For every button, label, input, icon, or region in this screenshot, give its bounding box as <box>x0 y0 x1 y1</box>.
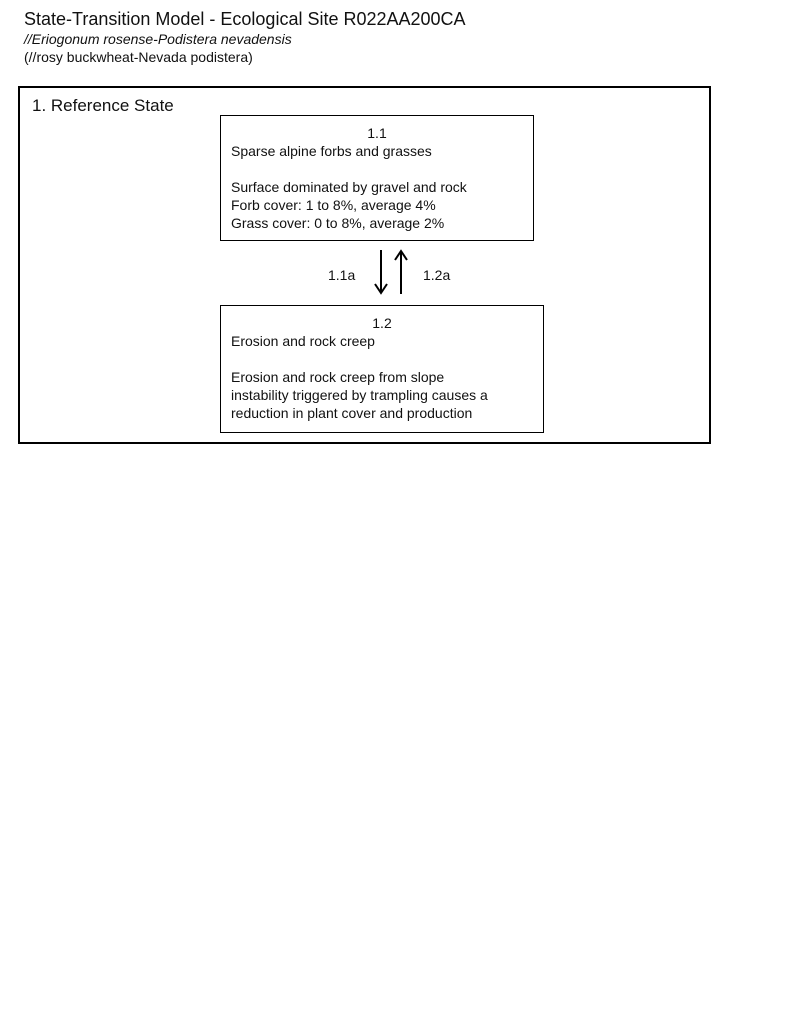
phase-id: 1.2 <box>372 315 392 331</box>
phase-description-line: Surface dominated by gravel and rock <box>231 179 467 195</box>
state-title: 1. Reference State <box>32 96 174 115</box>
phase-description-line: Grass cover: 0 to 8%, average 2% <box>231 215 445 231</box>
diagram-title: State-Transition Model - Ecological Site R022AA200CA <box>24 9 466 29</box>
phase-1-1-box <box>220 115 534 241</box>
phase-description-line: Erosion and rock creep from slope <box>231 369 445 385</box>
phase-name: Erosion and rock creep <box>231 333 375 349</box>
species-scientific-names: //Eriogonum rosense-Podistera nevadensis <box>24 31 292 47</box>
transition-label-1-2a: 1.2a <box>423 267 451 283</box>
species-common-names: (//rosy buckwheat-Nevada podistera) <box>24 49 253 65</box>
phase-description-line: reduction in plant cover and production <box>231 405 473 421</box>
reference-state-box <box>18 86 711 444</box>
arrow-down-icon <box>375 250 387 293</box>
phase-description-line: instability triggered by trampling causes a <box>231 387 488 403</box>
transition-arrows <box>370 246 410 298</box>
phase-name: Sparse alpine forbs and grasses <box>231 143 432 159</box>
phase-id: 1.1 <box>367 125 387 141</box>
diagram-header <box>24 8 466 66</box>
arrow-up-icon <box>395 251 407 294</box>
phase-1-2-box <box>220 305 544 433</box>
phase-description-line: Forb cover: 1 to 8%, average 4% <box>231 197 436 213</box>
transition-label-1-1a: 1.1a <box>328 267 356 283</box>
